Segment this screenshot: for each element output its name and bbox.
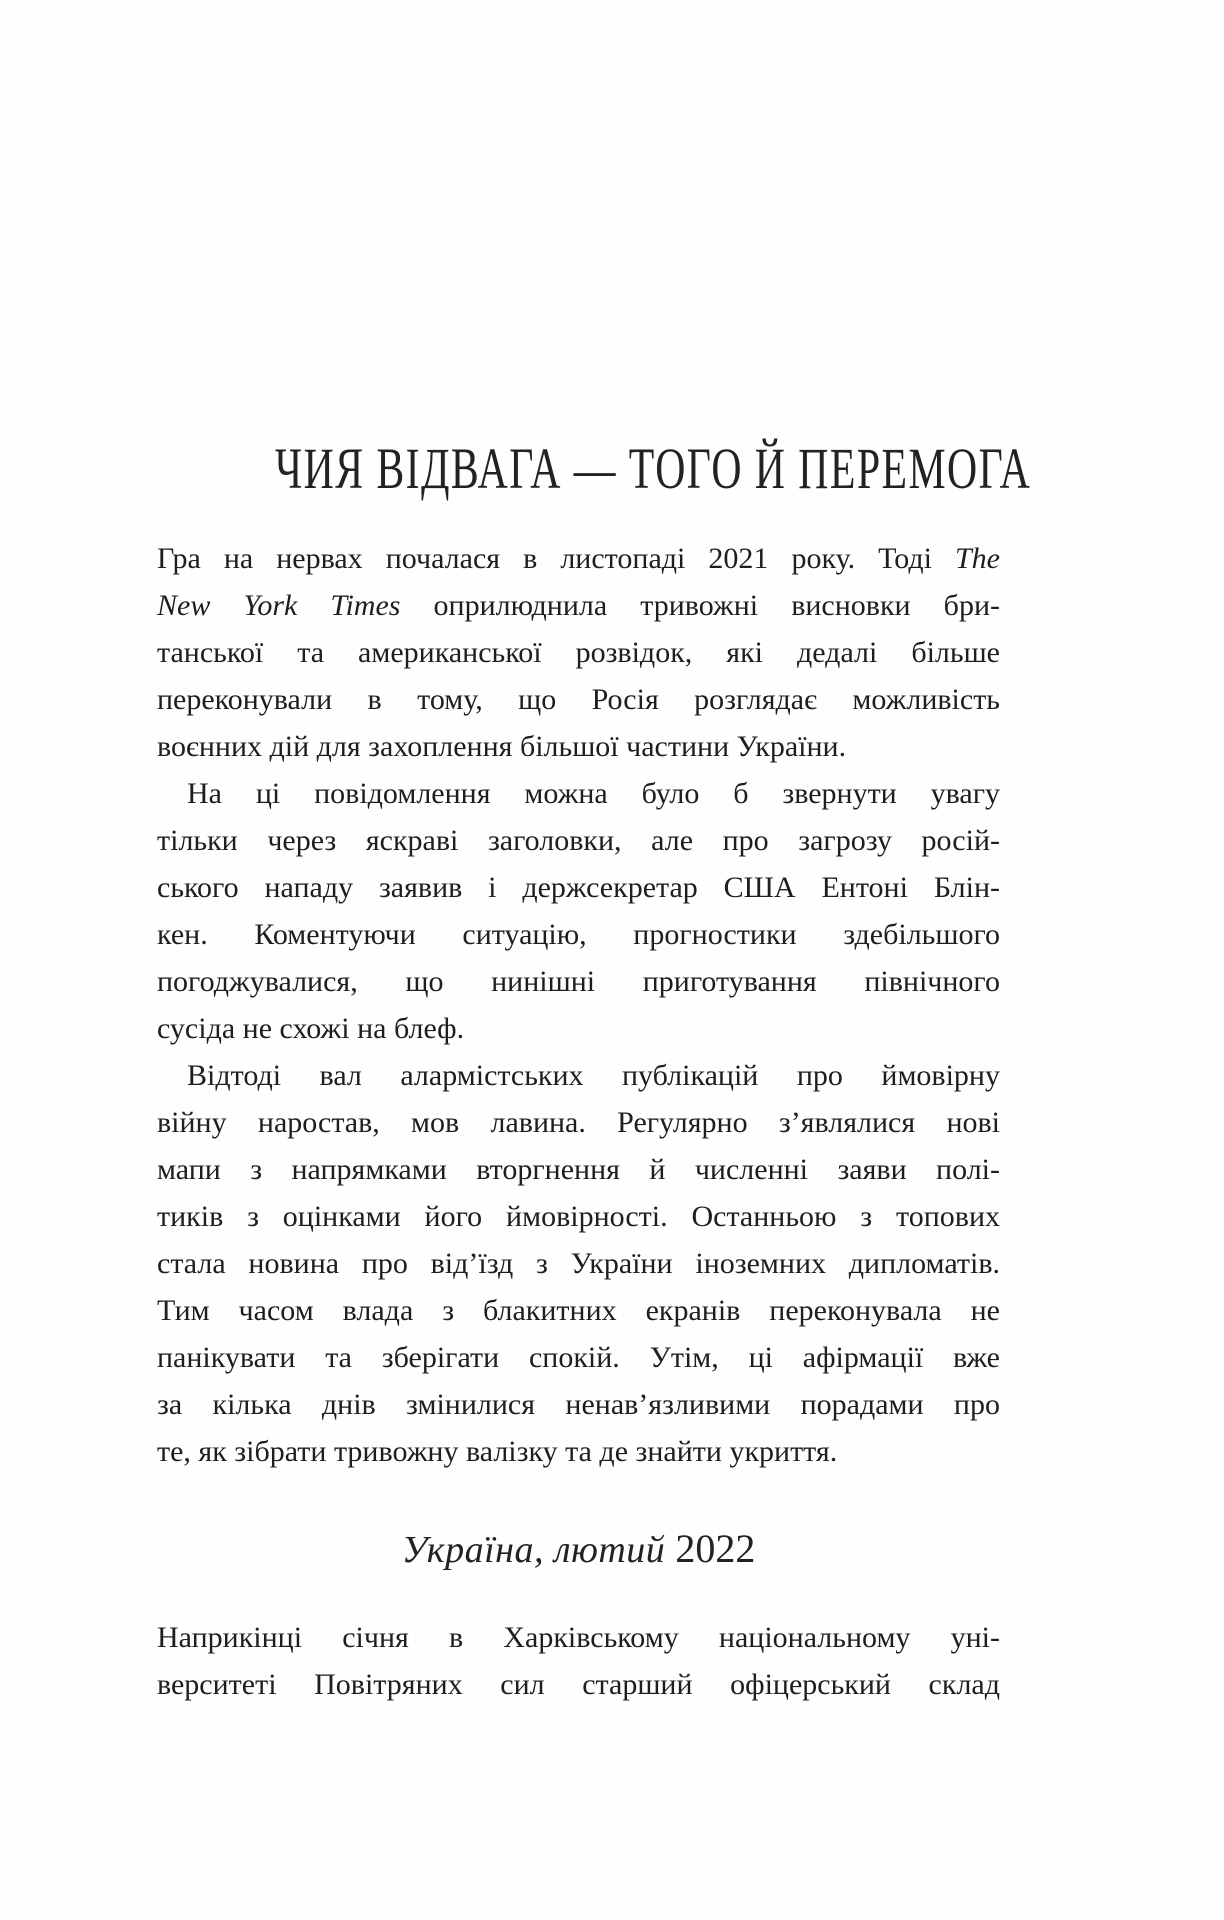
body-text-before-subheading <box>157 535 1000 1475</box>
text-line: Гра на нервах почалася в листопаді 2021 року. Тоді The <box>157 542 1000 575</box>
text-line: переконували в тому, що Росія розглядає можливість <box>157 683 1000 716</box>
text-line: На ці повідомлення можна було б звернути увагу <box>187 777 1000 810</box>
text-line: сусіда не схожі на блеф. <box>157 1012 465 1045</box>
text-line: танської та американської розвідок, які дедалі більше <box>157 636 1000 669</box>
text-line: воєнних дій для захоплення більшої частини України. <box>157 730 847 763</box>
text-line: тільки через яскраві заголовки, але про загрозу росій- <box>157 824 1000 857</box>
text-line: New York Times оприлюднила тривожні висновки бри- <box>157 589 1000 622</box>
text-line: війну наростав, мов лавина. Регулярно з’являлися нові <box>157 1106 1000 1139</box>
text-line: Відтоді вал алармістських публікацій про ймовірну <box>187 1059 1000 1092</box>
subheading-place-label: Україна, лютий <box>401 1529 666 1571</box>
text-line: за кілька днів змінилися ненав’язливими порадами про <box>157 1388 1000 1421</box>
text-line: панікувати та зберігати спокій. Утім, ці афірмації вже <box>157 1341 1000 1374</box>
text-line: погоджувалися, що нинішні приготування північного <box>157 965 1000 998</box>
text-line: Тим часом влада з блакитних екранів переконувала не <box>157 1294 1000 1327</box>
body-text-after-subheading <box>157 1614 1000 1708</box>
text-line: ського нападу заявив і держсекретар США Ентоні Блін- <box>157 871 1000 904</box>
subheading-year-label: 2022 <box>665 1526 756 1571</box>
text-line: мапи з напрямками вторгнення й численні заяви полі- <box>157 1153 1000 1186</box>
text-line: верситеті Повітряних сил старший офіцерський склад <box>157 1668 1000 1701</box>
text-line: тиків з оцінками його ймовірності. Останньою з топових <box>157 1200 1000 1233</box>
text-line: кен. Коментуючи ситуацію, прогностики здебільшого <box>157 918 1000 951</box>
chapter-title: ЧИЯ ВІДВАГА — ТОГО Й ПЕРЕМОГА <box>275 435 1032 501</box>
text-line: те, як зібрати тривожну валізку та де знайти укриття. <box>157 1435 838 1468</box>
text-line: стала новина про від’їзд з України іноземних дипломатів. <box>157 1247 1000 1280</box>
section-subheading <box>157 1526 1000 1573</box>
text-line: Наприкінці січня в Харківському національному уні- <box>157 1621 1000 1654</box>
